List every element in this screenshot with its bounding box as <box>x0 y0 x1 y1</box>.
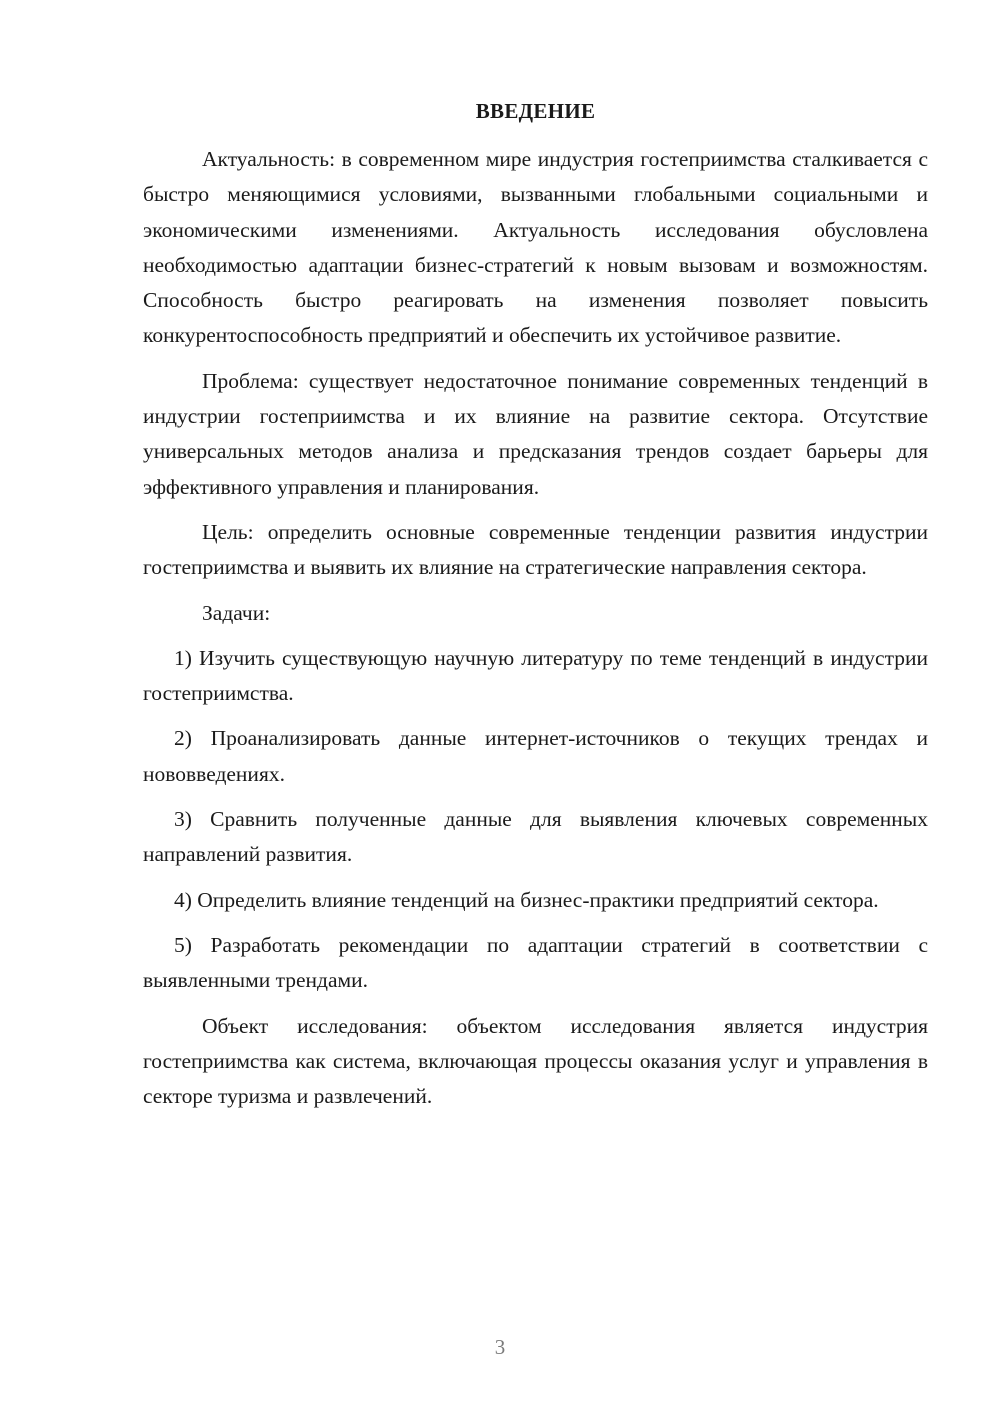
tasks-heading: Задачи: <box>202 600 271 625</box>
paragraph-relevance: Актуальность: в современном мире индустрия гостеприимства сталкивается с быстро меняющимися условиями, вызванными глобальными социальными и экономическими изменениями. Актуальность исследования обусловлена необходимостью адаптации бизнес-стратегий к новым вызовам и возможностям. Способность быстро реагировать на изменения позволяет повысить конкурентоспособность предприятий и обеспечить их устойчивое развитие. <box>143 147 928 348</box>
paragraph-object: Объект исследования: объектом исследования является индустрия гостеприимства как система, включающая процессы оказания услуг и управления в секторе туризма и развлечений. <box>143 1013 928 1109</box>
task-item-3: 3) Сравнить полученные данные для выявления ключевых современных направлений развития. <box>143 807 928 867</box>
paragraph-problem: Проблема: существует недостаточное понимание современных тенденций в индустрии гостеприимства и их влияние на развитие сектора. Отсутствие универсальных методов анализа и предсказания трендов создает барьеры для эффективного управления и планирования. <box>143 368 928 499</box>
document-body <box>143 142 928 1114</box>
page-title: ВВЕДЕНИЕ <box>475 99 596 123</box>
paragraph-goal: Цель: определить основные современные тенденции развития индустрии гостеприимства и выявить их влияние на стратегические направления сектора. <box>143 519 928 580</box>
page-number: 3 <box>494 1335 506 1359</box>
task-item-2: 2) Проанализировать данные интернет-источников о текущих трендах и нововведениях. <box>143 726 928 786</box>
task-item-5: 5) Разработать рекомендации по адаптации стратегий в соответствии с выявленными трендами. <box>143 932 928 993</box>
task-item-4: 4) Определить влияние тенденций на бизнес-практики предприятий сектора. <box>174 887 879 912</box>
task-item-1: 1) Изучить существующую научную литературу по теме тенденций в индустрии гостеприимства. <box>143 645 928 706</box>
